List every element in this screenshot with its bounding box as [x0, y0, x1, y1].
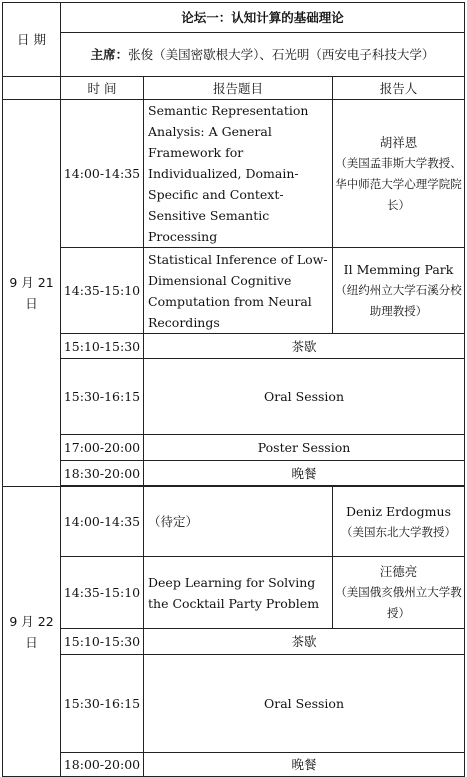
dinner-label: 晚餐: [291, 757, 317, 772]
time-text: 17:00-20:00: [63, 440, 141, 455]
date-header-label: 日 期: [17, 32, 46, 47]
day1-row1-time: [61, 100, 144, 248]
column-header-speaker: [333, 77, 465, 100]
column-header-blank: [3, 77, 61, 100]
day1-break: [144, 334, 465, 359]
speaker-affiliation: （纽约州立大学石溪分校助理教授）: [335, 283, 462, 318]
topic-text: （待定）: [148, 514, 199, 529]
speaker-name: Deniz Erdogmus: [346, 503, 451, 519]
day1-dinner-time: [61, 461, 144, 486]
speaker-name: Il Memming Park: [343, 262, 454, 277]
day2-row1-time: [61, 487, 144, 557]
day2-dinner-time: [61, 753, 144, 777]
day2-date: [3, 487, 61, 777]
day2-dinner: [144, 753, 465, 777]
table-row: [3, 100, 465, 248]
table-row: [3, 461, 465, 486]
table-row: [3, 557, 465, 629]
day1-row2-speaker: [333, 248, 465, 334]
day2-break-time: [61, 629, 144, 655]
day2-row1-speaker: [333, 487, 465, 557]
table-row: [3, 435, 465, 461]
day1-row1-speaker: [333, 100, 465, 248]
speaker-name: 胡祥恩: [379, 134, 418, 150]
day2-row2-topic: [144, 557, 333, 629]
day2-date-label: 9 月 22 日: [9, 613, 54, 650]
time-text: 14:35-15:10: [63, 585, 141, 600]
forum-title: [61, 3, 465, 33]
chair-names: 张俊（美国密歇根大学）、石光明（西安电子科技大学）: [128, 47, 435, 62]
day2-row1-topic: [144, 487, 333, 557]
table-row: [3, 487, 465, 557]
break-label: 茶歇: [291, 338, 317, 354]
oral-session-label: Oral Session: [264, 696, 345, 711]
table-row: [3, 629, 465, 655]
chair-label: 主席：: [90, 47, 129, 62]
topic-text: Deep Learning for Solving the Cocktail Party Problem: [148, 574, 320, 611]
day2-break: [144, 629, 465, 655]
time-text: 18:00-20:00: [63, 757, 141, 772]
day1-poster-session: [144, 435, 465, 461]
day1-row2-time: [61, 248, 144, 334]
dinner-label: 晚餐: [291, 465, 317, 481]
topic-text: Semantic Representation Analysis: A General Framework for Individualized, Domain-Specific and Context-Sensitive Semantic Processing: [148, 103, 309, 244]
time-header-label: 时 间: [87, 80, 117, 96]
date-header: [3, 3, 61, 77]
day1-dinner: [144, 461, 465, 486]
schedule-sheet: [2, 2, 464, 772]
poster-session-label: Poster Session: [257, 440, 351, 455]
topic-text: Statistical Inference of Low-Dimensional Cognitive Computation from Neural Recordings: [148, 251, 328, 330]
time-text: 18:30-20:00: [63, 465, 141, 481]
break-label: 茶歇: [291, 634, 317, 649]
time-text: 15:10-15:30: [63, 634, 141, 649]
day2-row2-time: [61, 557, 144, 629]
column-header-topic: [144, 77, 333, 100]
day1-break-time: [61, 334, 144, 359]
table-row: [3, 334, 465, 359]
table-row: [3, 753, 465, 777]
day2-oral-session: [144, 655, 465, 753]
day1-date-label: 9 月 21 日: [9, 275, 54, 311]
forum-title-text: 论坛一：认知计算的基础理论: [181, 10, 344, 25]
time-text: 15:10-15:30: [63, 338, 141, 354]
day2-oral-time: [61, 655, 144, 753]
time-text: 15:30-16:15: [63, 696, 141, 711]
time-text: 14:00-14:35: [63, 166, 141, 181]
time-text: 14:35-15:10: [63, 283, 141, 298]
day1-oral-session: [144, 359, 465, 435]
day1-date: [3, 100, 61, 487]
speaker-affiliation: （美国东北大学教授）: [341, 524, 457, 539]
forum-chairs: [61, 33, 465, 77]
time-text: 15:30-16:15: [63, 389, 141, 404]
topic-header-label: 报告题目: [212, 80, 263, 96]
table-row: [3, 248, 465, 334]
day1-row2-topic: [144, 248, 333, 334]
speaker-header-label: 报告人: [379, 80, 418, 96]
speaker-name: 汪德亮: [379, 564, 418, 579]
day2-row2-speaker: [333, 557, 465, 629]
day1-oral-time: [61, 359, 144, 435]
column-header-time: [61, 77, 144, 100]
oral-session-label: Oral Session: [264, 389, 345, 404]
day1-poster-time: [61, 435, 144, 461]
day1-row1-topic: [144, 100, 333, 248]
time-text: 14:00-14:35: [63, 514, 141, 529]
schedule-table: [2, 2, 465, 777]
speaker-affiliation: （美国俄亥俄州立大学教授）: [335, 585, 462, 620]
speaker-affiliation: （美国孟菲斯大学教授、华中师范大学心理学院院长）: [335, 155, 462, 212]
table-row: [3, 655, 465, 753]
table-row: [3, 359, 465, 435]
